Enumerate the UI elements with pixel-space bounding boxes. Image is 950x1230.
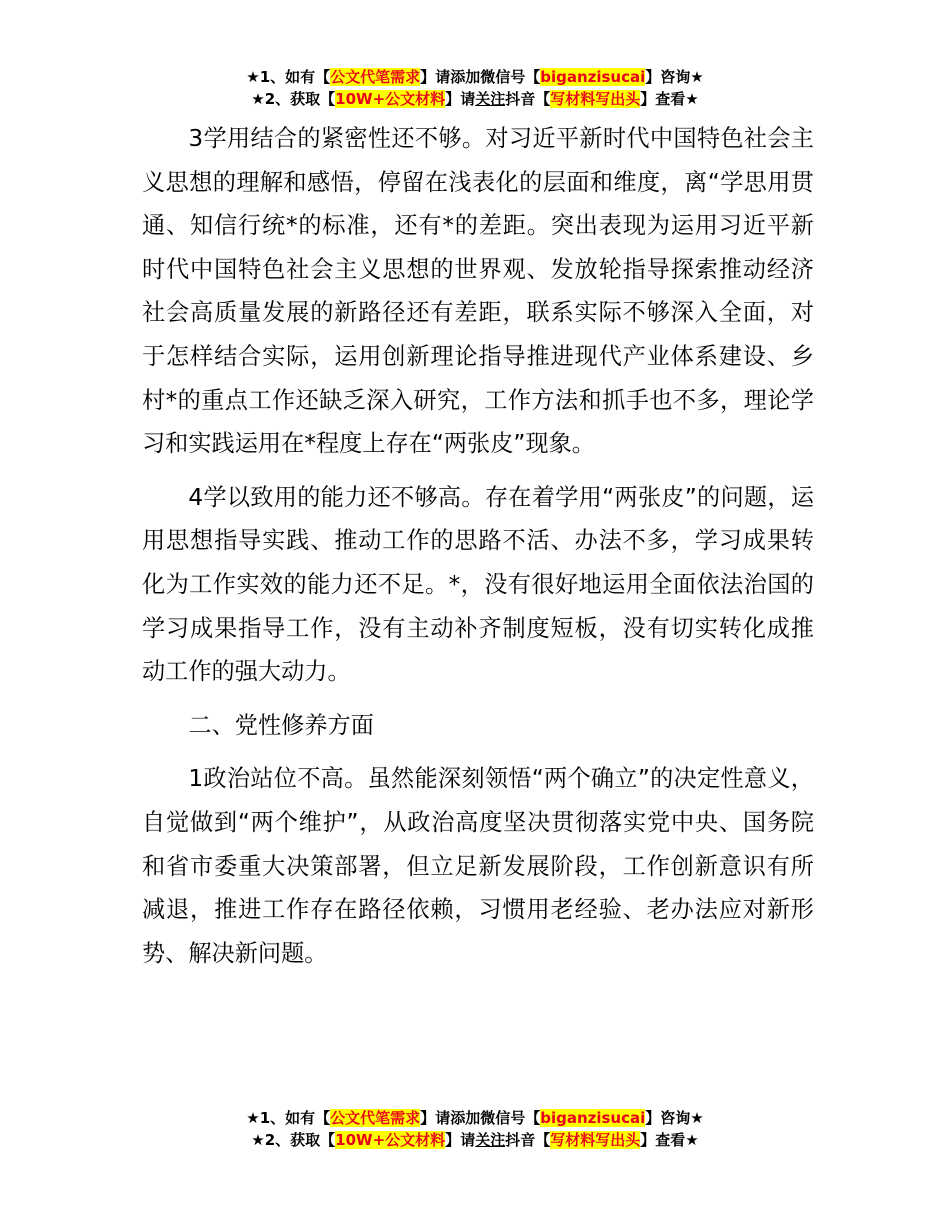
paragraph: 1政治站位不高。虽然能深刻领悟“两个确立”的决定性意义，自觉做到“两个维护”，从政治高度坚决贯彻落实党中央、国务院和省市委重大决策部署，但立足新发展阶段，工作创新意识有所减退，推进工作存在路径依赖，习惯用老经验、老办法应对新形势、解决新问题。 — [142, 765, 814, 967]
section-heading: 二、党性修养方面 — [188, 711, 374, 739]
banner-line-2: ★2、获取【10W+公文材料】请关注抖音【写材料写出头】查看★ — [251, 1131, 699, 1149]
highlight-materials: 10W+公文材料 — [335, 1131, 446, 1149]
highlight-service: 公文代笔需求 — [330, 68, 421, 86]
header-banner — [0, 66, 950, 110]
highlight-wechat-id: biganzisucai — [540, 1109, 646, 1127]
banner-line-2: ★2、获取【10W+公文材料】请关注抖音【写材料写出头】查看★ — [251, 90, 699, 108]
highlight-service: 公文代笔需求 — [330, 1109, 421, 1127]
paragraph: 4学以致用的能力还不够高。存在着学用“两张皮”的问题，运用思想指导实践、推动工作的思路不活、办法不多，学习成果转化为工作实效的能力还不足。*，没有很好地运用全面依法治国的学习成果指导工作，没有主动补齐制度短板，没有切实转化成推动工作的强大动力。 — [142, 483, 814, 686]
paragraph: 3学用结合的紧密性还不够。对习近平新时代中国特色社会主义思想的理解和感悟，停留在浅表化的层面和维度，离“学思用贯通、知信行统*的标准，还有*的差距。突出表现为运用习近平新时代中国特色社会主义思想的世界观、发放轮指导探索推动经济社会高质量发展的新路径还有差距，联系实际不够深入全面，对于怎样结合实际，运用创新理论指导推进现代产业体系建设、乡村*的重点工作还缺乏深入研究，工作方法和抓手也不多，理论学习和实践运用在*程度上存在“两张皮”现象。 — [142, 125, 814, 458]
highlight-douyin: 写材料写出头 — [550, 90, 641, 108]
highlight-wechat-id: biganzisucai — [540, 68, 646, 86]
footer-banner — [0, 1107, 950, 1151]
highlight-douyin: 写材料写出头 — [550, 1131, 641, 1149]
banner-line-1: ★1、如有【公文代笔需求】请添加微信号【biganzisucai】咨询★ — [246, 1109, 704, 1127]
highlight-materials: 10W+公文材料 — [335, 90, 446, 108]
banner-line-1: ★1、如有【公文代笔需求】请添加微信号【biganzisucai】咨询★ — [246, 68, 704, 86]
document-body — [142, 117, 814, 985]
